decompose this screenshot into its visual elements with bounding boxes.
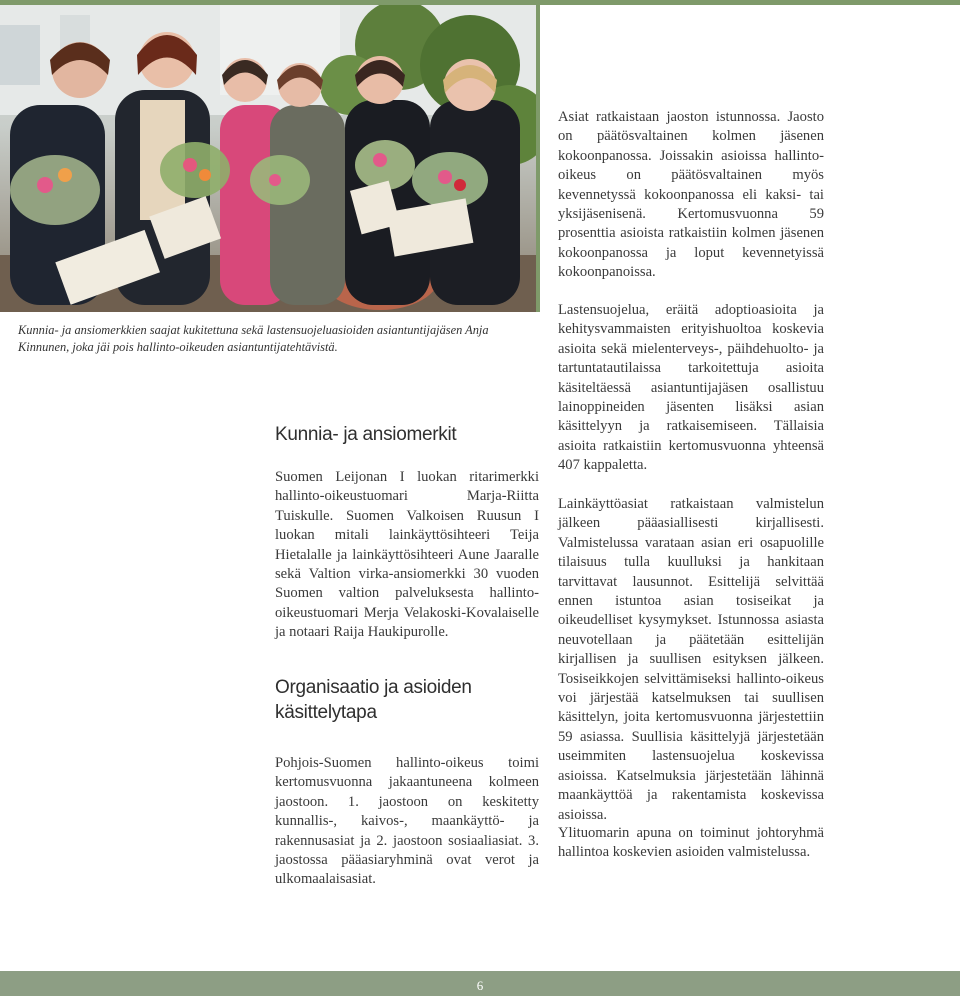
section-body-organisation: Pohjois-Suomen hallinto-oikeus toimi kertomusvuonna jakaantuneena kolmeen jaostoon. 1. jaostoon on keskitetty kunnallis-, kaivos-, maankäyttö- ja rakennusasiat ja 2. jaostoon sosiaaliasiat. 3. jaostossa pääasiaryhminä ovat verot ja ulkomaalaisasiat.	[275, 755, 539, 888]
section-heading-organisation: Organisaatio ja asioiden käsittelytapa	[275, 677, 472, 723]
right-paragraph-4: Ylituomarin apuna on toiminut johtoryhmä hallintoa koskevien asioiden valmistelussa.	[558, 825, 824, 861]
section-body-honors: Suomen Leijonan I luokan ritarimerkki hallinto-oikeustuomari Marja-Riitta Tuiskulle. Suomen Valkoisen Ruusun I luokan mitali lainkäyttösihteeri Teija Hietalalle ja lainkäyttösihteeri Aune Jaaralle sekä Valtion virka-ansiomerkki 30 vuoden Suomen valtion palveluksesta hallinto-oikeustuomari Merja Velakoski-Kovalaiselle ja notaari Raija Haukipurolle.	[275, 469, 539, 641]
photo-right-border	[536, 5, 540, 312]
page-number: 6	[476, 978, 484, 993]
right-paragraph-2: Lastensuojelua, eräitä adoptioasioita ja kehitysvammaisten erityishuoltoa koskevia asioita sekä mielenterveys-, päihdehuolto- ja tartuntatautilaissa tarkoitettuja asioita käsiteltäessä asiantuntijajäsen osallistuu lainoppineiden jäsenten lisäksi asian käsittelyyn ja ratkaisemiseen. Tällaisia asioita ratkaistiin kertomusvuonna yhteensä 407 kappaletta.	[558, 302, 824, 474]
photo-icon	[0, 5, 537, 312]
right-paragraph-1: Asiat ratkaistaan jaoston istunnossa. Jaosto on päätösvaltainen kolmen jäsenen kokoonpanossa. Joissakin asioissa hallinto-oikeus on päätösvaltainen myös kevennetyssä kokoonpanossa eli kaksi- tai yksijäsenisenä. Kertomusvuonna 59 prosenttia asioista ratkaistiin kolmen jäsenen kokoonpanossa ja loput kevennetyissä kokoonpanoissa.	[558, 109, 824, 281]
photo-caption: Kunnia- ja ansiomerkkien saajat kukitettuna sekä lastensuojeluasioiden asiantuntijajäsen Anja Kinnunen, joka jäi pois hallinto-oikeuden asiantuntijatehtävistä.	[18, 323, 489, 354]
right-paragraph-3: Lainkäyttöasiat ratkaistaan valmistelun jälkeen pääasiallisesti kirjallisesti. Valmistelussa varataan asian eri osapuolille tilaisuus tulla kuulluksi ja hankitaan tarvittavat lausunnot. Esittelijä selvittää ennen istuntoa asian tosiseikat ja oikeudelliset kysymykset. Istunnossa asiasta neuvotellaan ja päätetään esittelijän kirjallisen ja suullisen esityksen jälkeen. Tosiseikkojen selvittämiseksi hallinto-oikeus voi järjestää katselmuksen tai suullisen käsittelyn, joita kertomusvuonna järjestettiin 59 asiassa. Suullisia käsittelyjä järjestetään useimmiten lastensuojelua koskevissa asioissa. Katselmuksia järjestetään lähinnä maankäyttöä ja rakentamista koskevissa asioissa.	[558, 496, 824, 823]
section-heading-honors: Kunnia- ja ansiomerkit	[275, 424, 457, 445]
group-photo	[0, 5, 537, 312]
